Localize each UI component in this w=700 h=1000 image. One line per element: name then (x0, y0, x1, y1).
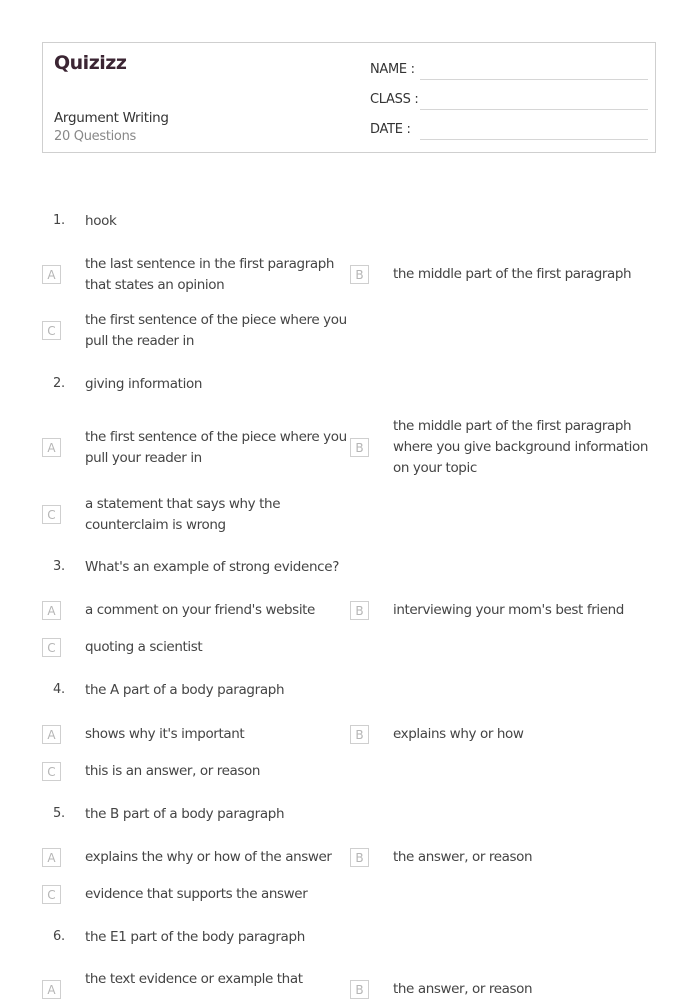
option-b: interviewing your mom's best friend (393, 602, 624, 618)
option-badge-a: A (42, 265, 61, 284)
question-number: 2. (53, 376, 65, 391)
option-b: explains why or how (393, 726, 524, 742)
name-label: NAME : (370, 62, 415, 77)
date-line (420, 139, 648, 140)
question-text: giving information (85, 376, 203, 392)
option-b: the middle part of the first paragraph where you give background information on your topic (393, 418, 649, 476)
name-field[interactable] (370, 58, 648, 80)
option-badge-c: C (42, 321, 61, 340)
option-badge-b: B (350, 725, 369, 744)
date-field[interactable] (370, 118, 648, 140)
name-line (420, 79, 648, 80)
class-label: CLASS : (370, 92, 419, 107)
question-number: 3. (53, 559, 65, 574)
question-text: hook (85, 213, 117, 229)
question-text: the E1 part of the body paragraph (85, 929, 305, 945)
question-text: the B part of a body paragraph (85, 806, 285, 822)
question-count: 20 Questions (54, 129, 136, 144)
option-a: the text evidence or example that (85, 971, 303, 987)
question-number: 4. (53, 682, 65, 697)
worksheet-title: Argument Writing (54, 110, 169, 126)
option-c: evidence that supports the answer (85, 886, 308, 902)
option-badge-a: A (42, 980, 61, 999)
question-text: What's an example of strong evidence? (85, 559, 340, 575)
option-badge-b: B (350, 265, 369, 284)
question-number: 1. (53, 213, 65, 228)
question-number: 5. (53, 806, 65, 821)
option-c: this is an answer, or reason (85, 763, 261, 779)
option-b: the answer, or reason (393, 981, 533, 997)
option-c: quoting a scientist (85, 639, 203, 655)
class-line (420, 109, 648, 110)
option-badge-b: B (350, 601, 369, 620)
option-b: the middle part of the first paragraph (393, 266, 632, 282)
option-a: explains the why or how of the answer (85, 849, 332, 865)
option-badge-c: C (42, 885, 61, 904)
class-field[interactable] (370, 88, 648, 110)
date-label: DATE : (370, 122, 411, 137)
question-text: the A part of a body paragraph (85, 682, 285, 698)
option-b: the answer, or reason (393, 849, 533, 865)
option-badge-c: C (42, 762, 61, 781)
option-badge-c: C (42, 638, 61, 657)
worksheet-header (42, 42, 656, 153)
option-badge-a: A (42, 848, 61, 867)
option-a: the first sentence of the piece where you pull your reader in (85, 429, 347, 466)
option-a: the last sentence in the first paragraph that states an opinion (85, 256, 335, 293)
quizizz-logo: Quizizz (54, 52, 127, 74)
option-c: the first sentence of the piece where you pull the reader in (85, 312, 347, 349)
option-badge-b: B (350, 980, 369, 999)
option-badge-b: B (350, 848, 369, 867)
option-badge-b: B (350, 438, 369, 457)
option-a: a comment on your friend's website (85, 602, 315, 618)
option-badge-a: A (42, 601, 61, 620)
question-number: 6. (53, 929, 65, 944)
option-a: shows why it's important (85, 726, 245, 742)
option-badge-a: A (42, 725, 61, 744)
option-badge-c: C (42, 505, 61, 524)
option-c: a statement that says why the counterclaim is wrong (85, 496, 281, 533)
option-badge-a: A (42, 438, 61, 457)
